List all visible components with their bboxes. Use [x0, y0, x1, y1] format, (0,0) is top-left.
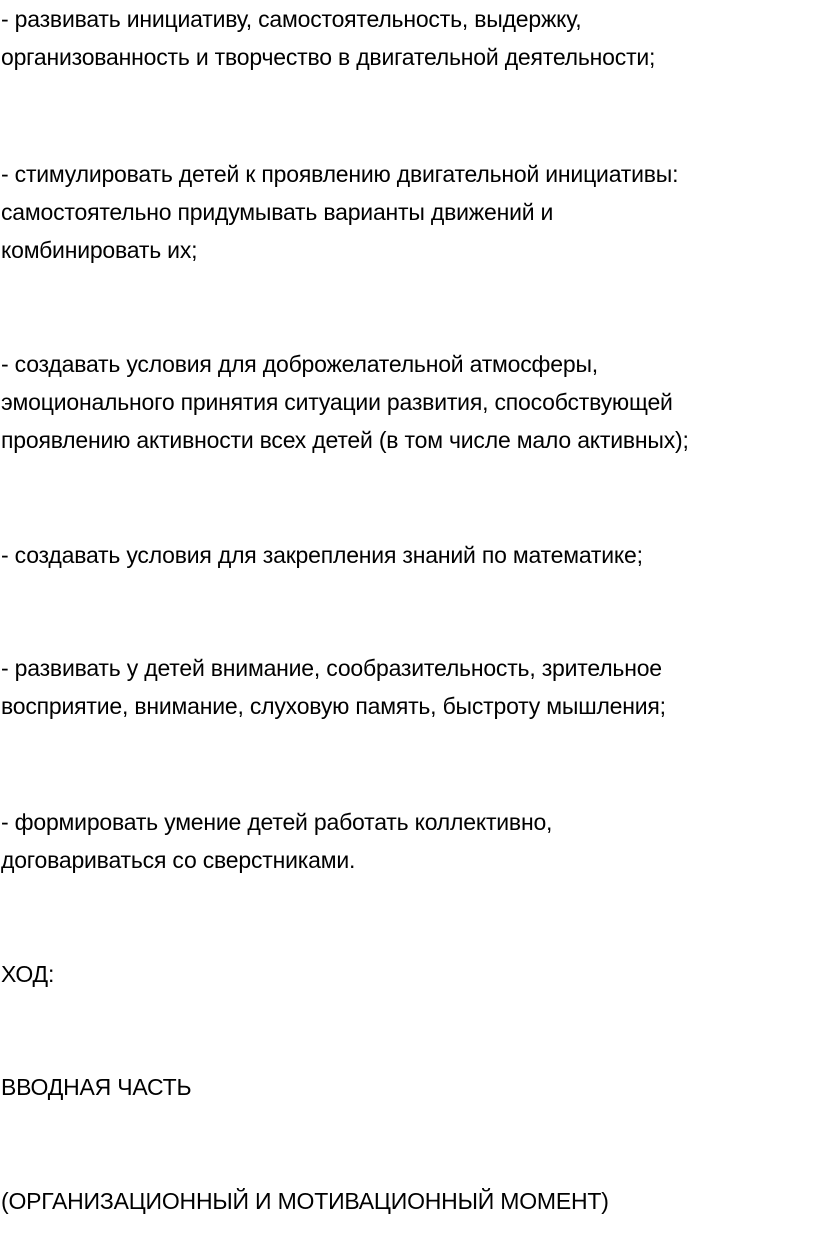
- section-heading-intro: [1, 1068, 813, 1106]
- text-line: - стимулировать детей к проявлению двигательной инициативы:: [1, 161, 679, 187]
- text-line: (ОРГАНИЗАЦИОННЫЙ И МОТИВАЦИОННЫЙ МОМЕНТ): [1, 1188, 609, 1214]
- text-line: - создавать условия для закрепления знаний по математике;: [1, 542, 643, 568]
- text-line: организованность и творчество в двигательной деятельности;: [1, 44, 656, 70]
- text-line: ХОД:: [1, 961, 55, 987]
- goal-atmosphere-paragraph: [1, 345, 813, 459]
- text-line: комбинировать их;: [1, 237, 198, 263]
- text-line: договариваться со сверстниками.: [1, 847, 356, 873]
- text-line: восприятие, внимание, слуховую память, быстроту мышления;: [1, 693, 666, 719]
- goal-attention-paragraph: [1, 649, 813, 725]
- goal-initiative-paragraph: [1, 0, 813, 76]
- text-line: проявлению активности всех детей (в том числе мало активных);: [1, 427, 689, 453]
- text-line: - развивать у детей внимание, сообразительность, зрительное: [1, 655, 662, 681]
- text-line: эмоционального принятия ситуации развития, способствующей: [1, 389, 673, 415]
- text-line: самостоятельно придумывать варианты движений и: [1, 199, 554, 225]
- goal-teamwork-paragraph: [1, 803, 813, 879]
- text-line: - создавать условия для доброжелательной атмосферы,: [1, 351, 598, 377]
- text-line: - формировать умение детей работать коллективно,: [1, 809, 553, 835]
- goal-stimulate-paragraph: [1, 155, 813, 269]
- text-line: ВВОДНАЯ ЧАСТЬ: [1, 1074, 192, 1100]
- section-subheading-organizational: [1, 1182, 813, 1220]
- goal-math-paragraph: [1, 536, 813, 574]
- section-heading-progress: [1, 955, 813, 993]
- text-line: - развивать инициативу, самостоятельность, выдержку,: [1, 6, 582, 32]
